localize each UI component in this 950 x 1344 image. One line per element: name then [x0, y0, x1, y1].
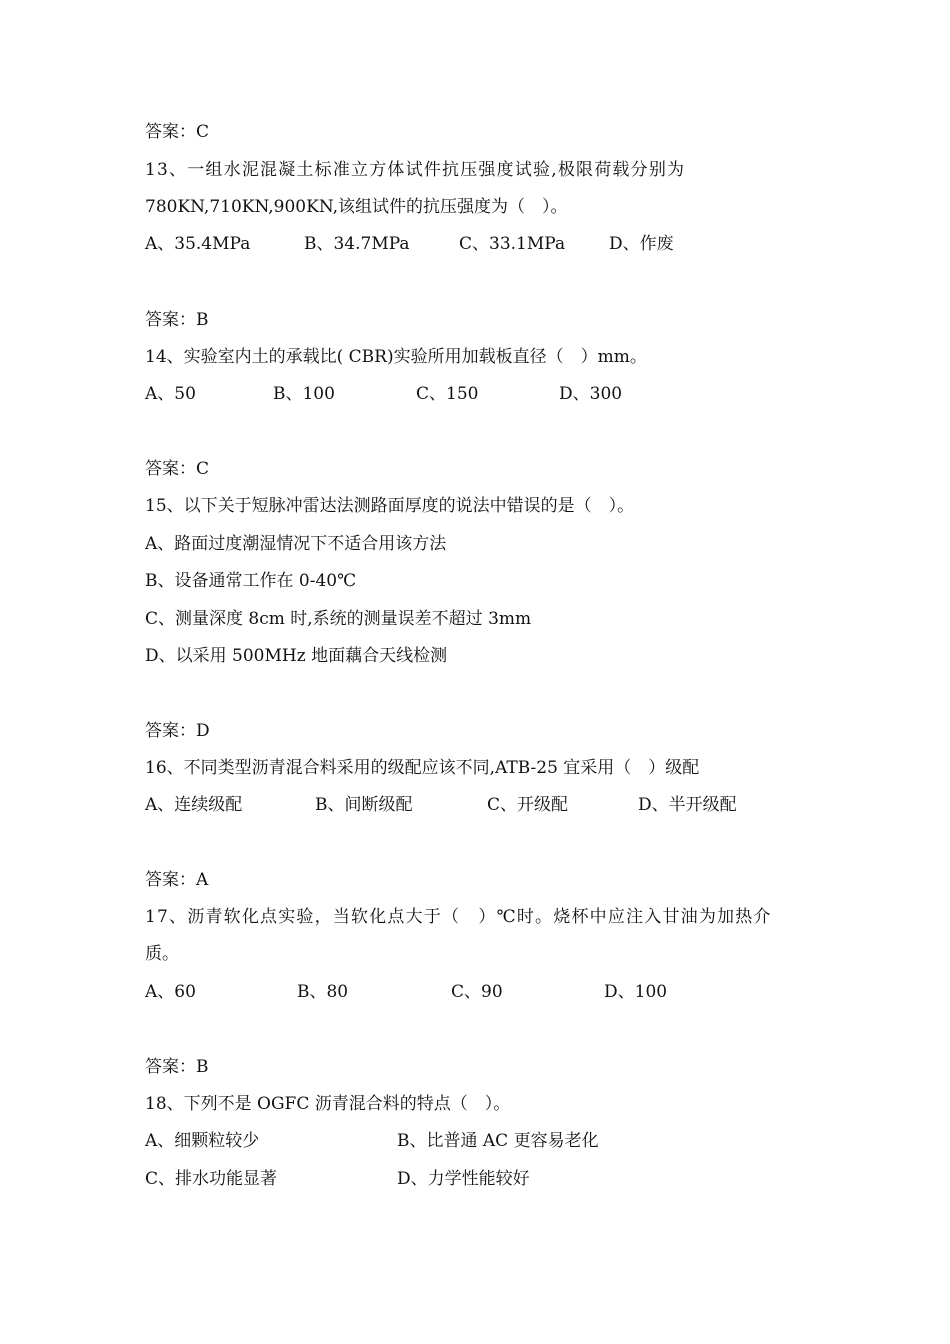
- question-14-option-d: D、300: [559, 384, 623, 404]
- question-17-option-c: C、90: [451, 982, 503, 1002]
- question-13-option-c: C、33.1MPa: [459, 234, 566, 254]
- question-14-answer: 答案：C: [145, 459, 210, 479]
- question-13-option-b: B、34.7MPa: [304, 234, 410, 254]
- question-16-option-a: A、连续级配: [145, 795, 243, 815]
- question-18-option-d: D、力学性能较好: [397, 1169, 530, 1189]
- question-16-option-c: C、开级配: [487, 795, 569, 815]
- question-18-option-c: C、排水功能显著: [145, 1169, 278, 1189]
- answer-text: 答案：C: [145, 122, 210, 142]
- question-16-stem: 16、不同类型沥青混合料采用的级配应该不同,ATB-25 宜采用（ ）级配: [145, 758, 700, 778]
- question-15-option-c: C、测量深度 8cm 时,系统的测量误差不超过 3mm: [145, 609, 532, 629]
- question-13-answer: 答案：B: [145, 310, 209, 330]
- question-17-option-d: D、100: [604, 982, 668, 1002]
- question-15-option-a: A、路面过度潮湿情况下不适合用该方法: [145, 534, 447, 554]
- question-15-stem: 15、以下关于短脉冲雷达法测路面厚度的说法中错误的是（ ）。: [145, 496, 635, 516]
- question-13-option-d: D、作废: [609, 234, 674, 254]
- question-18-option-a: A、细颗粒较少: [145, 1131, 260, 1151]
- question-14-stem: 14、实验室内土的承载比( CBR)实验所用加载板直径（ ）mm。: [145, 347, 647, 367]
- question-16-answer: 答案：A: [145, 870, 209, 890]
- question-15-option-b: B、设备通常工作在 0-40℃: [145, 571, 357, 591]
- question-17-answer: 答案：B: [145, 1057, 209, 1077]
- question-18-option-b: B、比普通 AC 更容易老化: [397, 1131, 599, 1151]
- question-14-option-c: C、150: [416, 384, 479, 404]
- question-13-option-a: A、35.4MPa: [145, 234, 251, 254]
- question-15-answer: 答案：D: [145, 721, 210, 741]
- question-13-stem-cont: 780KN,710KN,900KN,该组试件的抗压强度为（ ）。: [145, 197, 568, 217]
- question-18-stem: 18、下列不是 OGFC 沥青混合料的特点（ ）。: [145, 1094, 511, 1114]
- question-14-option-a: A、50: [145, 384, 196, 404]
- question-16-option-b: B、间断级配: [315, 795, 413, 815]
- question-17-option-b: B、80: [297, 982, 349, 1002]
- question-17-stem-cont: 质。: [145, 944, 179, 964]
- question-16-option-d: D、半开级配: [638, 795, 737, 815]
- question-17-stem: 17、沥青软化点实验，当软化点大于（ ）℃时。烧杯中应注入甘油为加热介: [145, 907, 772, 927]
- question-15-option-d: D、以采用 500MHz 地面藕合天线检测: [145, 646, 448, 666]
- question-13-stem: 13、一组水泥混凝土标准立方体试件抗压强度试验,极限荷载分别为: [145, 160, 686, 180]
- question-14-option-b: B、100: [273, 384, 335, 404]
- question-17-option-a: A、60: [145, 982, 196, 1002]
